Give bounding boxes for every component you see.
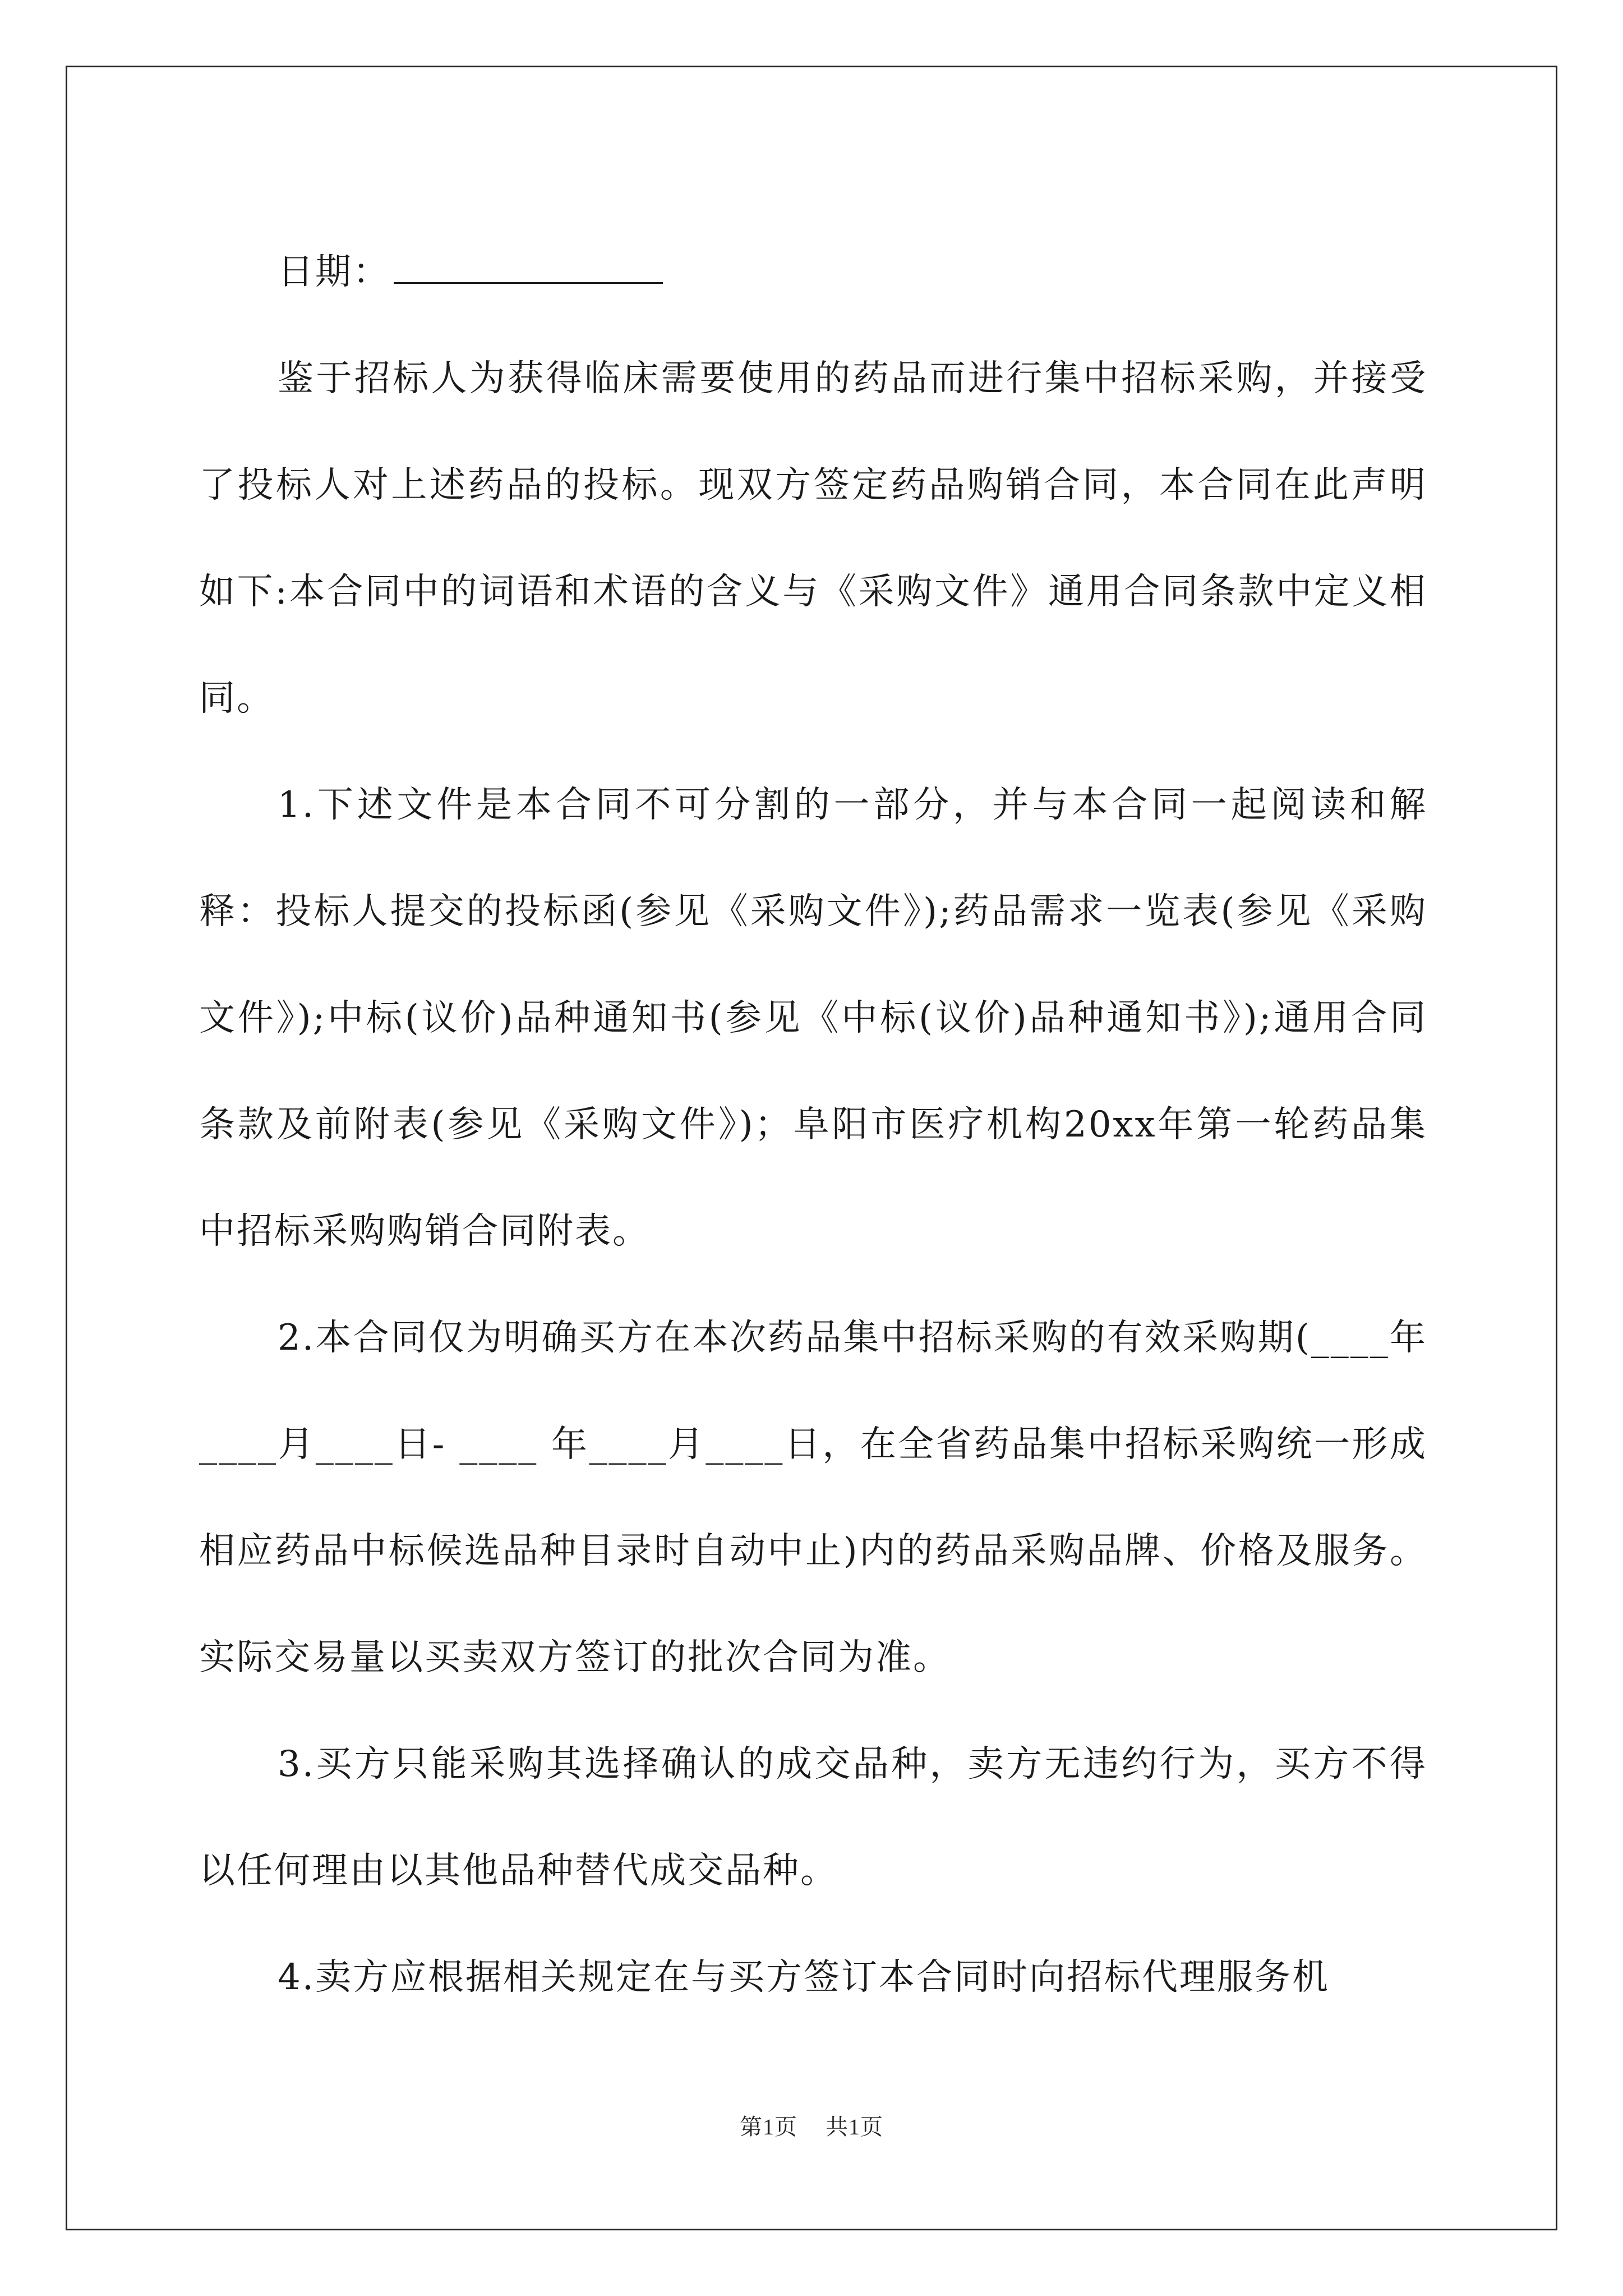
page-current: 第1页 xyxy=(740,2114,797,2139)
page-footer xyxy=(0,2109,1623,2141)
paragraph-clause-3: 3.买方只能采购其选择确认的成交品种，卖方无违约行为，买方不得以任何理由以其他品种替代成交品种。 xyxy=(199,1743,1427,1892)
document-body xyxy=(199,219,1427,2031)
date-blank-field xyxy=(394,247,663,284)
page-total: 共1页 xyxy=(826,2114,883,2139)
paragraph-clause-1: 1.下述文件是本合同不可分割的一部分，并与本合同一起阅读和解释：投标人提交的投标函(参见《采购文件》);药品需求一览表(参见《采购文件》);中标(议价)品种通知书(参见《中标(议价)品种通知书》);通用合同条款及前附表(参见《采购文件》)；阜阳市医疗机构20xx年第一轮药品集中招标采购购销合同附表。 xyxy=(199,784,1427,1252)
paragraph-clause-2: 2.本合同仅为明确买方在本次药品集中招标采购的有效采购期(____年____月____日- ____ 年____月____日，在全省药品集中招标采购统一形成相应药品中标候选品种目录时自动中止)内的药品采购品牌、价格及服务。实际交易量以买卖双方签订的批次合同为准。 xyxy=(199,1317,1427,1678)
date-line xyxy=(199,219,1427,325)
date-label: 日期： xyxy=(278,251,390,293)
paragraph-clause-4: 4.卖方应根据相关规定在与买方签订本合同时向招标代理服务机 xyxy=(278,1957,1330,1998)
paragraph-preamble: 鉴于招标人为获得临床需要使用的药品而进行集中招标采购，并接受了投标人对上述药品的投标。现双方签定药品购销合同，本合同在此声明如下:本合同中的词语和术语的含义与《采购文件》通用合同条款中定义相同。 xyxy=(199,358,1427,719)
